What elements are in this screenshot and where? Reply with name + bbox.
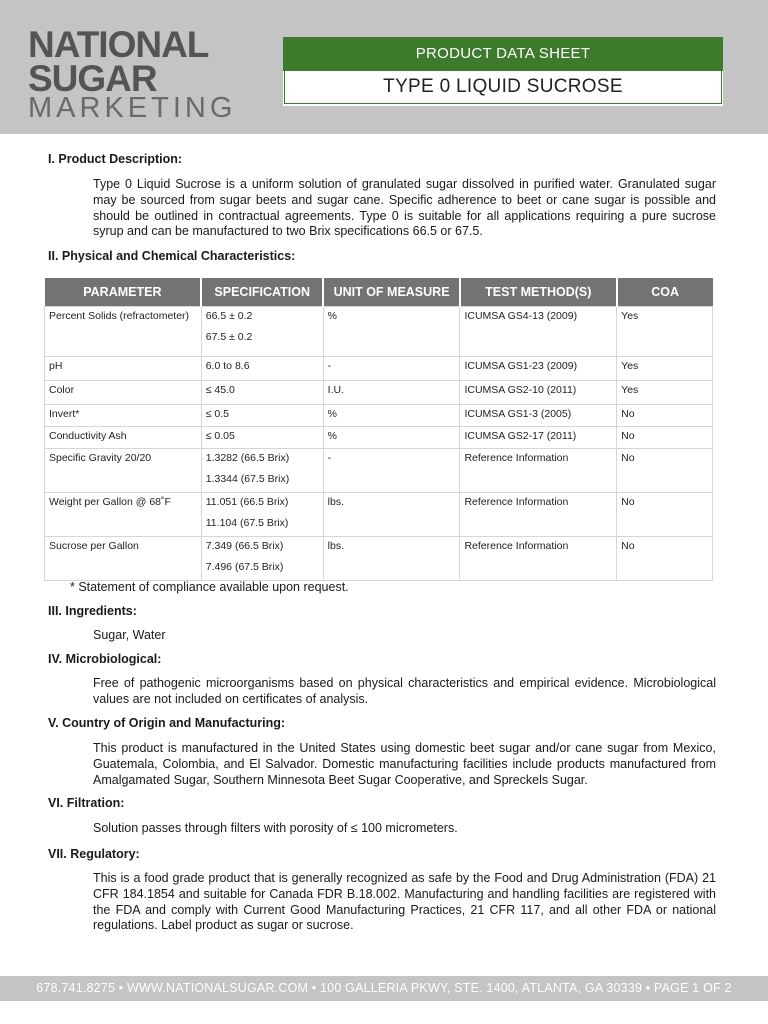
spec-line: 67.5 ± 0.2 [205, 331, 253, 343]
column-header: UNIT OF MEASURE [323, 278, 460, 307]
cell-parameter: Invert* [45, 405, 202, 427]
cell-parameter: Weight per Gallon @ 68˚F [45, 493, 202, 537]
cell-method: Reference Information [460, 493, 617, 537]
cell-parameter: Sucrose per Gallon [45, 537, 202, 581]
title-box [283, 37, 723, 106]
column-header: PARAMETER [45, 278, 202, 307]
section-text: This product is manufactured in the United States using domestic beet sugar and/or cane sugar from Mexico, Guatemala, Colombia, and El Salvador. Domestic manufacturing facilities include products manufactured from Amalgamated Sugar, Southern Minnesota Beet Sugar Cooperative, and Spreckels Sugar. [93, 741, 716, 787]
section-heading: I. Product Description: [48, 152, 183, 166]
spec-line: 11.104 (67.5 Brix) [205, 517, 289, 529]
cell-coa: No [617, 405, 713, 427]
table-row [45, 427, 713, 449]
cell-parameter: pH [45, 357, 202, 381]
cell-method: ICUMSA GS1-23 (2009) [460, 357, 617, 381]
cell-unit: lbs. [323, 493, 460, 537]
section-text: Solution passes through filters with porosity of ≤ 100 micrometers. [93, 821, 458, 835]
cell-spec [201, 493, 323, 537]
section-heading: VI. Filtration: [48, 796, 125, 810]
cell-spec [201, 537, 323, 581]
cell-spec [201, 307, 323, 357]
cell-method: ICUMSA GS2-17 (2011) [460, 427, 617, 449]
table-row [45, 381, 713, 405]
page-header [0, 0, 768, 134]
cell-spec [201, 449, 323, 493]
cell-unit: % [323, 307, 460, 357]
cell-parameter: Conductivity Ash [45, 427, 202, 449]
table-row [45, 357, 713, 381]
section-heading: II. Physical and Chemical Characteristics: [48, 249, 296, 263]
table-row [45, 537, 713, 581]
section-text: Free of pathogenic microorganisms based on physical characteristics and empirical evidence. Microbiological values are not included on certificates of analysis. [93, 676, 716, 706]
cell-unit: I.U. [323, 381, 460, 405]
product-title: TYPE 0 LIQUID SUCROSE [284, 71, 722, 104]
cell-method: Reference Information [460, 537, 617, 581]
cell-spec: ≤ 0.05 [201, 427, 323, 449]
cell-spec: ≤ 0.5 [201, 405, 323, 427]
table-row [45, 405, 713, 427]
cell-method: ICUMSA GS1-3 (2005) [460, 405, 617, 427]
cell-coa: No [617, 493, 713, 537]
cell-unit: % [323, 427, 460, 449]
spec-line: 11.051 (66.5 Brix) [205, 496, 289, 508]
page-footer: 678.741.8275 • WWW.NATIONALSUGAR.COM • 100 GALLERIA PKWY, STE. 1400, ATLANTA, GA 30339 • PAGE 1 OF 2 [0, 976, 768, 1001]
spec-line: 1.3282 (66.5 Brix) [205, 452, 290, 464]
column-header: COA [617, 278, 713, 307]
cell-parameter: Specific Gravity 20/20 [45, 449, 202, 493]
cell-coa: No [617, 427, 713, 449]
section-heading: VII. Regulatory: [48, 847, 140, 861]
characteristics-table [44, 278, 713, 581]
cell-coa: No [617, 537, 713, 581]
cell-unit: % [323, 405, 460, 427]
section-heading: III. Ingredients: [48, 604, 137, 618]
logo-line-marketing: MARKETING [28, 92, 237, 124]
cell-coa: Yes [617, 357, 713, 381]
cell-unit: - [323, 357, 460, 381]
cell-parameter: Color [45, 381, 202, 405]
cell-spec: ≤ 45.0 [201, 381, 323, 405]
spec-line: 7.349 (66.5 Brix) [205, 540, 284, 552]
logo-line-national: NATIONAL [28, 24, 209, 65]
cell-method: ICUMSA GS4-13 (2009) [460, 307, 617, 357]
cell-method: ICUMSA GS2-10 (2011) [460, 381, 617, 405]
table-row [45, 307, 713, 357]
section-heading: V. Country of Origin and Manufacturing: [48, 716, 286, 730]
cell-coa: Yes [617, 381, 713, 405]
spec-line: 7.496 (67.5 Brix) [205, 561, 284, 573]
section-text: Sugar, Water [93, 628, 166, 642]
cell-coa: Yes [617, 307, 713, 357]
company-logo [28, 26, 236, 123]
compliance-note: * Statement of compliance available upon request. [70, 580, 349, 594]
column-header: TEST METHOD(S) [460, 278, 617, 307]
cell-unit: - [323, 449, 460, 493]
table-row [45, 449, 713, 493]
section-text: This is a food grade product that is generally recognized as safe by the Food and Drug Administration (FDA) 21 CFR 184.1854 and suitable for Canada FDR B.18.002. Manufacturing and handling facilities are registered with the FDA and comply with Current Good Manufacturing Practices, 21 CFR 117, and all other FDA or national regulations. Label product as sugar or sucrose. [93, 871, 716, 933]
cell-coa: No [617, 449, 713, 493]
table-row [45, 493, 713, 537]
cell-unit: lbs. [323, 537, 460, 581]
section-heading: IV. Microbiological: [48, 652, 162, 666]
section-text: Type 0 Liquid Sucrose is a uniform solution of granulated sugar dissolved in purified water. Granulated sugar may be sourced from sugar beets and sugar cane. Specific adherence to beet or cane sugar is possible and should be outlined in contractual agreements. Type 0 is suitable for all applications requiring a pure sucrose syrup and can be manufactured to two Brix specifications 66.5 or 67.5. [93, 177, 716, 239]
spec-line: 66.5 ± 0.2 [205, 310, 253, 322]
cell-method: Reference Information [460, 449, 617, 493]
cell-parameter: Percent Solids (refractometer) [45, 307, 202, 357]
column-header: SPECIFICATION [201, 278, 323, 307]
logo-line-sugar: SUGAR [28, 58, 157, 99]
table-header-row [45, 278, 713, 307]
doc-type-label: PRODUCT DATA SHEET [283, 37, 723, 71]
spec-line: 1.3344 (67.5 Brix) [205, 473, 290, 485]
cell-spec: 6.0 to 8.6 [201, 357, 323, 381]
